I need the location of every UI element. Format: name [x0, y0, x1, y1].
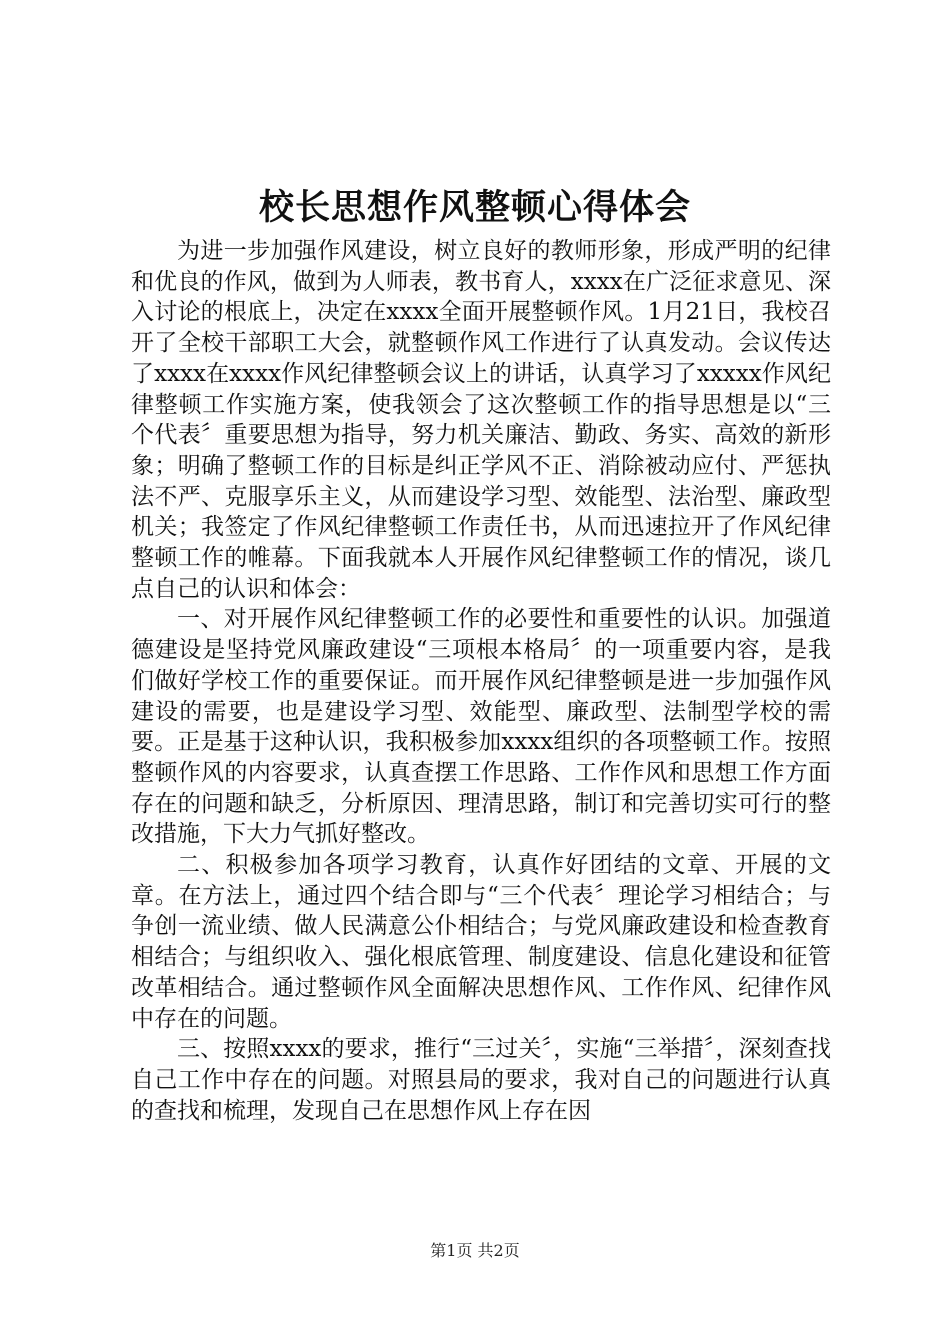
paragraph-section-1: 一、对开展作风纪律整顿工作的必要性和重要性的认识。加强道德建设是坚持党风廉政建设“三项根本格局〞的一项重要内容，是我们做好学校工作的重要保证。而开展作风纪律整顿是进一步加强作风建设的需要，也是建设学习型、效能型、廉政型、法制型学校的需要。正是基于这种认识，我积极参加xxxx组织的各项整顿工作。按照整顿作风的内容要求，认真查摆工作思路、工作作风和思想工作方面存在的问题和缺乏，分析原因、理清思路，制订和完善切实可行的整改措施，下大力气抓好整改。 [131, 606, 831, 848]
page-number-footer: 第1页 共2页 [430, 1241, 520, 1260]
paragraph-section-2: 二、积极参加各项学习教育，认真作好团结的文章、开展的文章。在方法上，通过四个结合即与“三个代表〞理论学习相结合；与争创一流业绩、做人民满意公仆相结合；与党风廉政建设和检查教育相结合；与组织收入、强化根底管理、制度建设、信息化建设和征管改革相结合。通过整顿作风全面解决思想作风、工作作风、纪律作风中存在的问题。 [131, 852, 831, 1032]
paragraph-intro: 为进一步加强作风建设，树立良好的教师形象，形成严明的纪律和优良的作风，做到为人师表，教书育人，xxxx在广泛征求意见、深入讨论的根底上，决定在xxxx全面开展整顿作风。1月21日，我校召开了全校干部职工大会，就整顿作风工作进行了认真发动。会议传达了xxxx在xxxx作风纪律整顿会议上的讲话，认真学习了xxxxx作风纪律整顿工作实施方案，使我领会了这次整顿工作的指导思想是以“三个代表〞重要思想为指导，努力机关廉洁、勤政、务实、高效的新形象；明确了整顿工作的目标是纠正学风不正、消除被动应付、严惩执法不严、克服享乐主义，从而建设学习型、效能型、法治型、廉政型机关；我签定了作风纪律整顿工作责任书，从而迅速拉开了作风纪律整顿工作的帷幕。下面我就本人开展作风纪律整顿工作的情况，谈几点自己的认识和体会： [131, 238, 831, 602]
document-body [131, 236, 831, 1126]
page-title: 校长思想作风整顿心得体会 [258, 187, 691, 228]
paragraph-section-3: 三、按照xxxx的要求，推行“三过关〞，实施“三举措〞，深刻查找自己工作中存在的问题。对照县局的要求，我对自己的问题进行认真的查找和梳理，发现自己在思想作风上存在因 [131, 1036, 831, 1124]
